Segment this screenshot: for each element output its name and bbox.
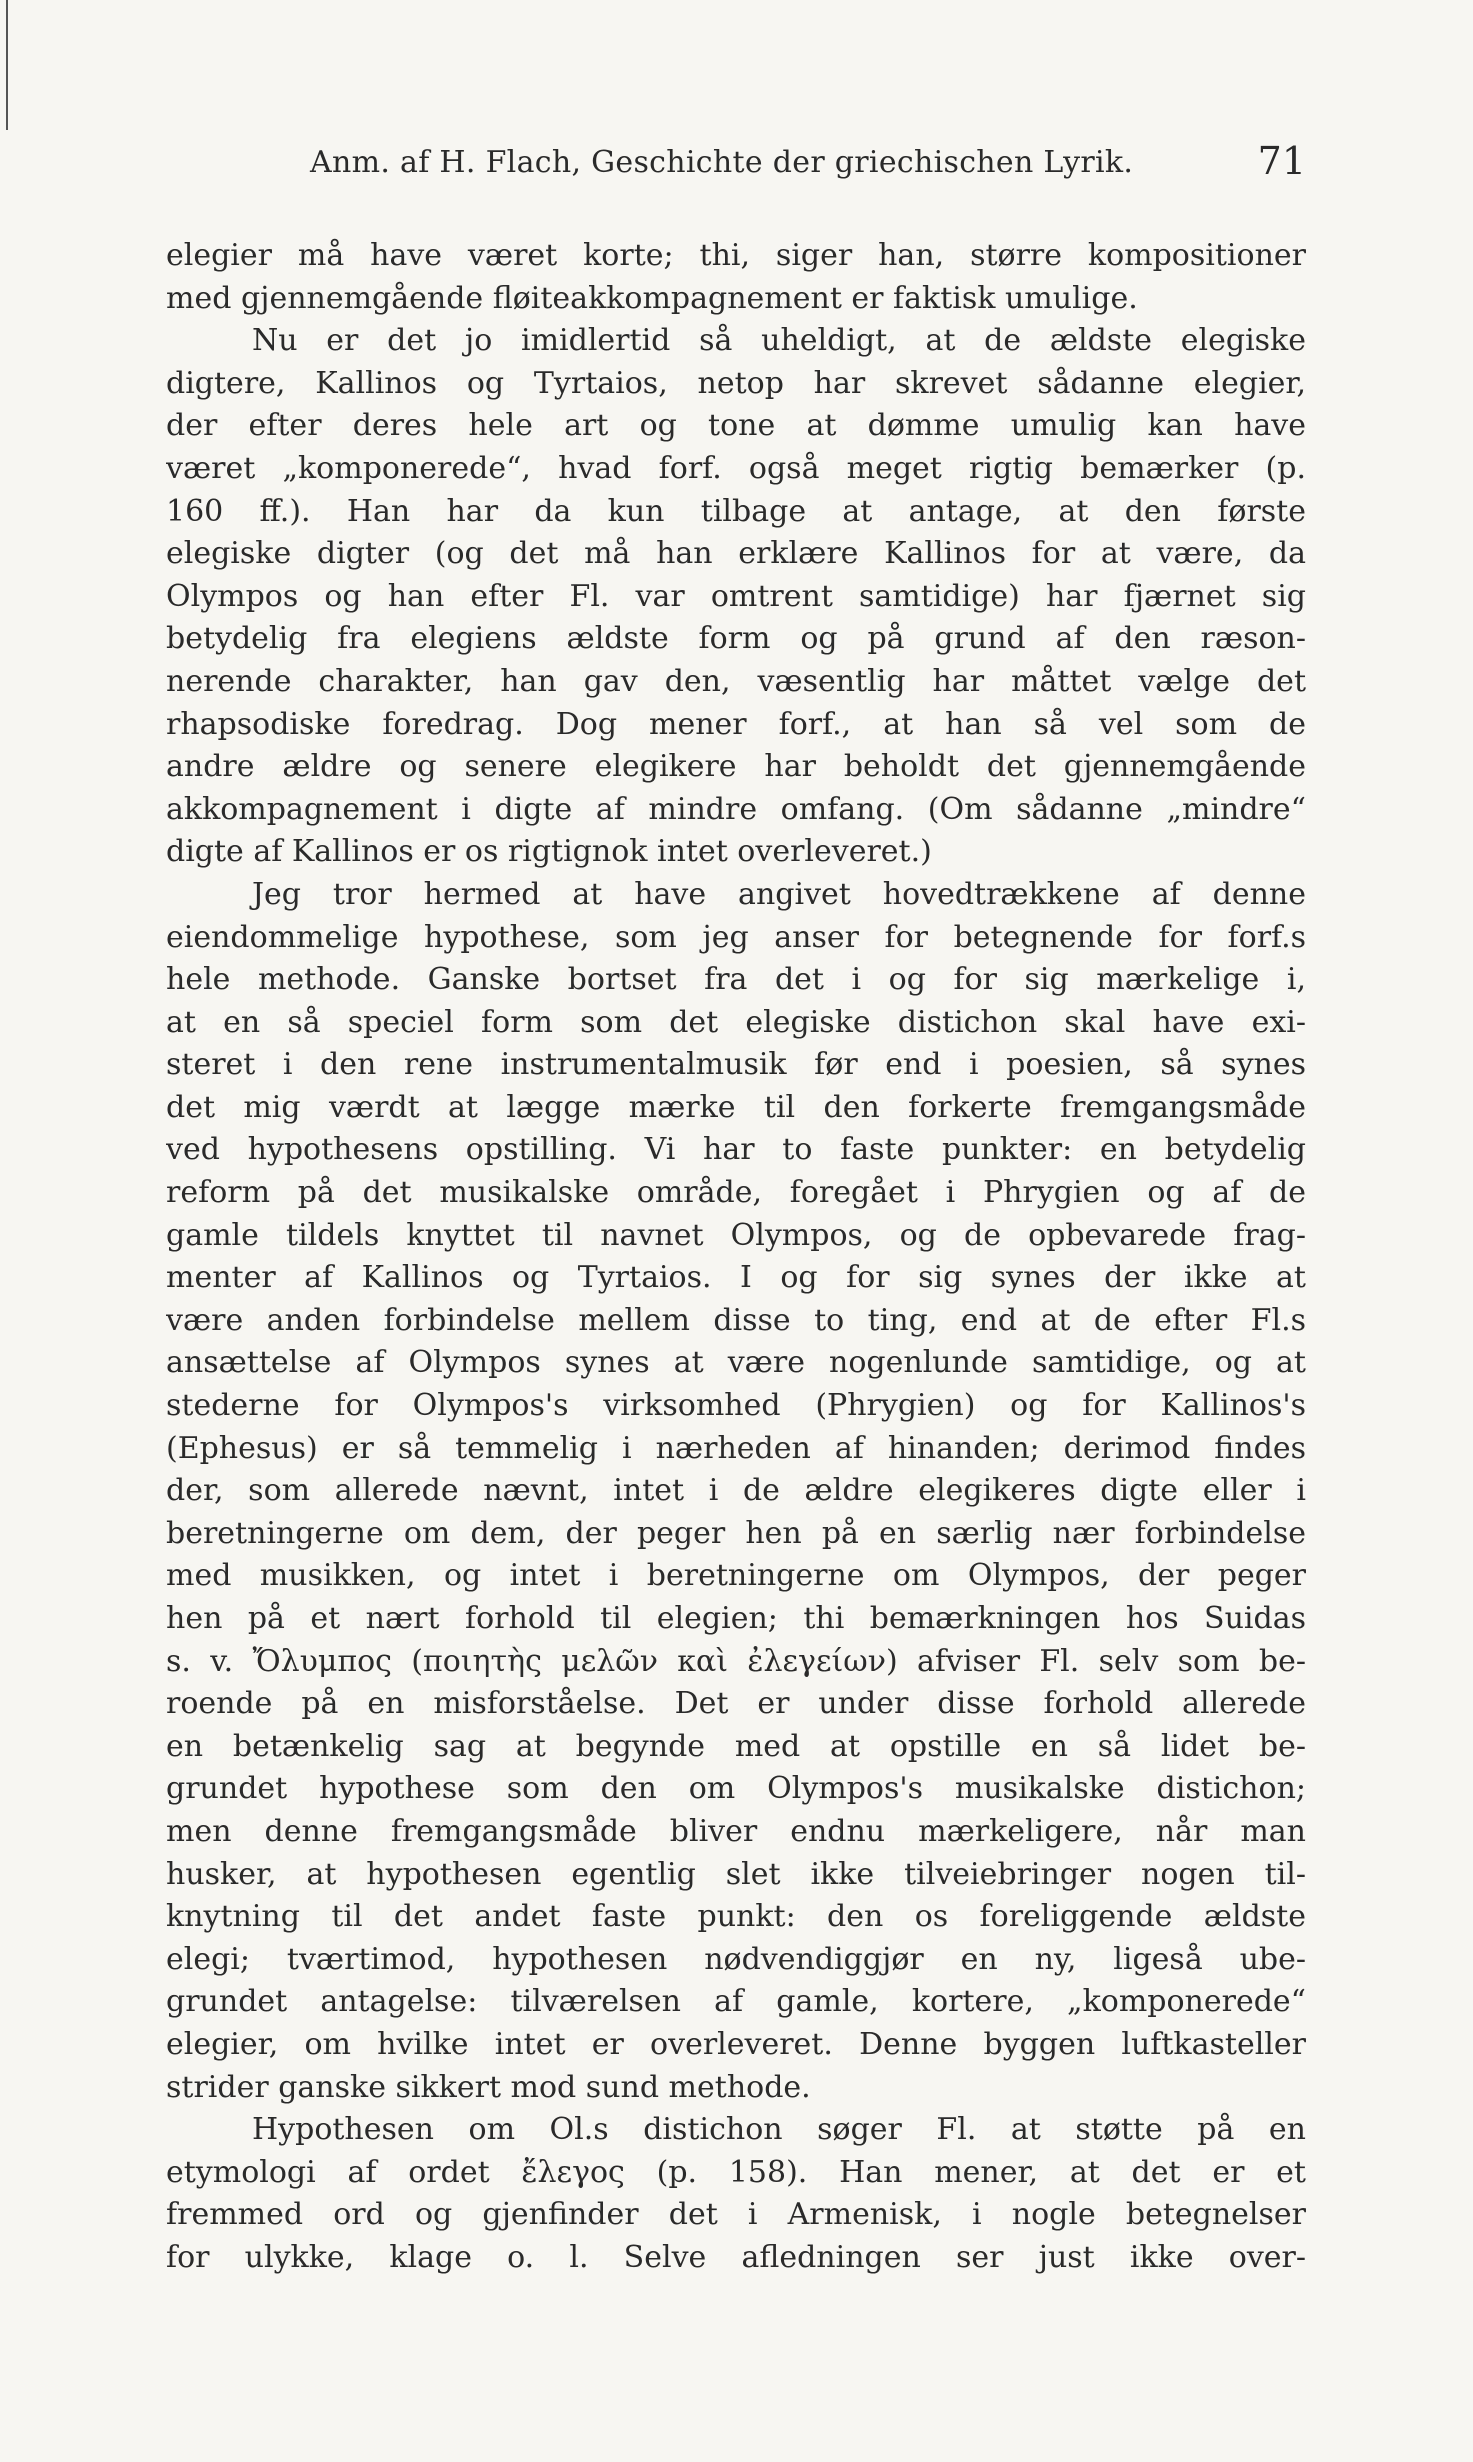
text-line: for ulykke, klage o. l. Selve afledningen ser just ikke over-	[166, 2239, 1306, 2275]
text-line: elegi; tværtimod, hypothesen nødvendiggjør en ny, ligeså ube-	[166, 1941, 1306, 1977]
text-line: husker, at hypothesen egentlig slet ikke tilveiebringer nogen til-	[166, 1856, 1306, 1892]
text-line: fremmed ord og gjenfinder det i Armenisk, i nogle betegnelser	[166, 2197, 1306, 2233]
text-line: været „komponerede“, hvad forf. også meget rigtig bemærker (p.	[166, 450, 1306, 486]
text-line: gamle tildels knyttet til navnet Olympos, og de opbevarede frag-	[166, 1217, 1306, 1253]
text-line: strider ganske sikkert mod sund methode.	[166, 2069, 811, 2105]
text-line: Jeg tror hermed at have angivet hovedtrækkene af denne	[252, 876, 1306, 912]
text-line: ved hypothesens opstilling. Vi har to faste punkter: en betydelig	[166, 1132, 1306, 1168]
text-line: være anden forbindelse mellem disse to ting, end at de efter Fl.s	[166, 1302, 1306, 1338]
text-line: digte af Kallinos er os rigtignok intet overleveret.)	[166, 834, 932, 870]
text-line: (Ephesus) er så temmelig i nærheden af hinanden; derimod findes	[166, 1430, 1306, 1466]
text-line: grundet antagelse: tilværelsen af gamle, kortere, „komponerede“	[166, 1984, 1306, 2020]
text-line: at en så speciel form som det elegiske distichon skal have exi-	[166, 1004, 1306, 1040]
text-line: med gjennemgående fløiteakkompagnement er faktisk umulige.	[166, 280, 1138, 316]
text-line: menter af Kallinos og Tyrtaios. I og for sig synes der ikke at	[166, 1260, 1306, 1296]
text-line: det mig værdt at lægge mærke til den forkerte fremgangsmåde	[166, 1089, 1306, 1125]
text-line: der, som allerede nævnt, intet i de ældre elegikeres digte eller i	[166, 1473, 1306, 1509]
text-line: s. v. Ὄλυμπος (ποιητὴς μελῶν καὶ ἐλεγείων) afviser Fl. selv som be-	[166, 1643, 1306, 1679]
text-line: en betænkelig sag at begynde med at opstille en så lidet be-	[166, 1728, 1306, 1764]
text-line: 160 ff.). Han har da kun tilbage at antage, at den første	[166, 493, 1306, 529]
text-line: elegiske digter (og det må han erklære Kallinos for at være, da	[166, 536, 1306, 572]
text-line: beretningerne om dem, der peger hen på en særlig nær forbindelse	[166, 1515, 1306, 1551]
text-line: Hypothesen om Ol.s distichon søger Fl. at støtte på en	[252, 2112, 1306, 2148]
text-line: betydelig fra elegiens ældste form og på grund af den ræson-	[166, 621, 1306, 657]
text-line: eiendommelige hypothese, som jeg anser for betegnende for forf.s	[166, 919, 1306, 955]
text-line: digtere, Kallinos og Tyrtaios, netop har skrevet sådanne elegier,	[166, 365, 1306, 401]
text-line: grundet hypothese som den om Olympos's musikalske distichon;	[166, 1771, 1306, 1807]
text-line: elegier, om hvilke intet er overleveret. Denne byggen luftkasteller	[166, 2026, 1306, 2062]
page-number: 71	[1257, 139, 1306, 183]
text-line: hen på et nært forhold til elegien; thi bemærkningen hos Suidas	[166, 1601, 1306, 1636]
text-line: knytning til det andet faste punkt: den os foreliggende ældste	[166, 1899, 1306, 1935]
text-line: med musikken, og intet i beretningerne om Olympos, der peger	[166, 1558, 1306, 1594]
text-line: Olympos og han efter Fl. var omtrent samtidige) har fjærnet sig	[166, 578, 1306, 614]
text-line: stederne for Olympos's virksomhed (Phrygien) og for Kallinos's	[166, 1388, 1306, 1424]
text-line: ansættelse af Olympos synes at være nogenlunde samtidige, og at	[166, 1345, 1306, 1381]
book-page	[166, 139, 1306, 2280]
text-line: etymologi af ordet ἔλεγος (p. 158). Han mener, at det er et	[166, 2154, 1306, 2190]
text-line: andre ældre og senere elegikere har beholdt det gjennemgående	[166, 749, 1306, 785]
body-text	[166, 235, 1306, 2280]
text-line: men denne fremgangsmåde bliver endnu mærkeligere, når man	[166, 1813, 1306, 1849]
text-line: reform på det musikalske område, foregået i Phrygien og af de	[166, 1175, 1306, 1211]
text-line: elegier må have været korte; thi, siger han, større kompositioner	[166, 238, 1306, 273]
text-line: der efter deres hele art og tone at dømme umulig kan have	[166, 408, 1306, 444]
page-header	[166, 139, 1306, 205]
text-line: nerende charakter, han gav den, væsentlig har måttet vælge det	[166, 663, 1306, 699]
text-line: hele methode. Ganske bortset fra det i og for sig mærkelige i,	[166, 962, 1306, 998]
text-line: steret i den rene instrumentalmusik før end i poesien, så synes	[166, 1047, 1306, 1083]
text-line: Nu er det jo imidlertid så uheldigt, at de ældste elegiske	[252, 323, 1306, 359]
text-line: rhapsodiske foredrag. Dog mener forf., at han så vel som de	[166, 706, 1306, 742]
text-line: akkompagnement i digte af mindre omfang. (Om sådanne „mindre“	[166, 791, 1306, 827]
running-head: Anm. af H. Flach, Geschichte der griechischen Lyrik.	[310, 145, 1134, 180]
text-line: roende på en misforståelse. Det er under disse forhold allerede	[166, 1686, 1306, 1722]
scan-edge-line	[6, 0, 8, 130]
